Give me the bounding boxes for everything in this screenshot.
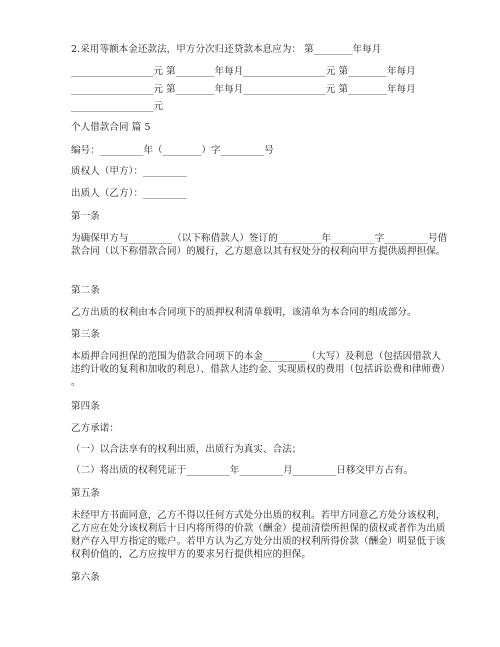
pledgee-line: 质权人（甲方）：_________ [71, 166, 187, 177]
article-4-item-2: （二）将出质的权利凭证于_________年_________月_________日移交甲方占有。 [71, 465, 414, 476]
article-5-text-line-2: 乙方应在处分该权利后十日内将所得的价款（酬金）提前清偿所担保的债权或者作为出质 [71, 523, 446, 534]
article-1-text-line-2: 款合同（以下称借款合同）的履行，乙方愿意以其有权处分的权利向甲方提供质押担保。 [71, 246, 446, 257]
article-3-text-line-1: 本质押合同担保的范围为借款合同项下的本金_________（大写）及利息（包括因借款人 [71, 351, 442, 362]
contract-number-line: 编号：_________年（________）字_________号 [71, 145, 274, 156]
article-2-heading: 第二条 [71, 285, 100, 296]
repayment-clause-line-4: _________________元 [71, 101, 164, 112]
article-4-intro: 乙方承诺： [71, 423, 120, 434]
article-4-item-1: （一）以合法享有的权利出质，出质行为真实、合法； [71, 444, 302, 455]
article-4-heading: 第四条 [71, 401, 100, 412]
article-5-text-line-4: 权利价值的，乙方应按甲方的要求另行提供相应的担保。 [71, 549, 312, 560]
repayment-clause-line-1: 2.采用等额本金还款法，甲方分次归还贷款本息应为： 第________年每月 [71, 44, 382, 55]
article-5-heading: 第五条 [71, 488, 100, 499]
article-3-text-line-2: 违约计收的复利和加收的利息）、借款人违约金、实现质权的费用（包括诉讼费和律师费） [71, 364, 451, 375]
article-5-text-line-1: 未经甲方书面同意，乙方不得以任何方式处分出质的权利。若甲方同意乙方处分该权利， [71, 510, 446, 521]
pledgor-line: 出质人（乙方）：_________ [71, 188, 187, 199]
article-1-heading: 第一条 [71, 211, 100, 222]
article-2-text: 乙方出质的权利由本合同项下的质押权利清单载明，该清单为本合同的组成部分。 [71, 307, 417, 318]
repayment-clause-line-3: _________________元 第________年每月_________________元 第________年每月 [71, 84, 416, 95]
contract-title: 个人借款合同 篇 5 [71, 122, 151, 133]
article-3-text-line-3: 。 [71, 377, 81, 388]
article-6-heading: 第六条 [71, 572, 100, 583]
article-3-heading: 第三条 [71, 329, 100, 340]
article-1-text-line-1: 为确保甲方与_________（以下称借款人）签订的_________年_________字_________号借 [71, 233, 448, 244]
article-5-text-line-3: 财产存入甲方指定的账户。若甲方认为乙方处分出质的权利所得价款（酬金）明显低于该 [71, 536, 446, 547]
repayment-clause-line-2: _________________元 第________年每月_________________元 第________年每月 [71, 66, 416, 77]
